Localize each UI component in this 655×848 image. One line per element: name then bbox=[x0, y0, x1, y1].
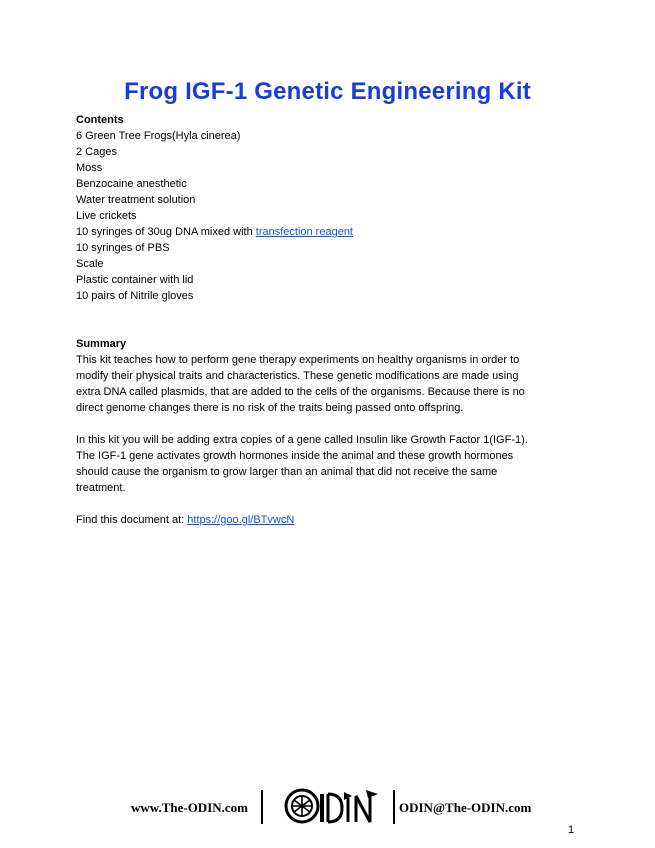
summary-para2-line: The IGF-1 gene activates growth hormones inside the animal and these growth hormones bbox=[76, 450, 514, 462]
find-document-label: Find this document at: bbox=[76, 514, 188, 526]
contents-item: 6 Green Tree Frogs(Hyla cinerea) bbox=[76, 130, 241, 142]
contents-item: Water treatment solution bbox=[76, 194, 196, 206]
contents-item: Plastic container with lid bbox=[76, 274, 194, 286]
footer-divider-left bbox=[261, 790, 263, 824]
contents-item: Moss bbox=[76, 162, 103, 174]
summary-para2-line: treatment. bbox=[76, 482, 126, 494]
find-document-line bbox=[76, 512, 576, 528]
transfection-reagent-link[interactable]: transfection reagent bbox=[255, 226, 353, 238]
odin-logo-icon bbox=[282, 786, 386, 826]
spacer bbox=[76, 496, 576, 512]
page-number: 1 bbox=[568, 824, 575, 836]
contents-item: 10 pairs of Nitrile gloves bbox=[76, 290, 194, 302]
spacer bbox=[76, 304, 576, 336]
summary-para2-line: should cause the organism to grow larger than an animal that did not receive the same bbox=[76, 466, 498, 478]
document-title: Frog IGF-1 Genetic Engineering Kit bbox=[124, 78, 531, 105]
contents-item: Live crickets bbox=[76, 210, 137, 222]
footer-website: www.The-ODIN.com bbox=[131, 800, 248, 815]
summary-para1-line: This kit teaches how to perform gene therapy experiments on healthy organisms in order to bbox=[76, 354, 520, 366]
summary-para2-line: In this kit you will be adding extra copies of a gene called Insulin like Growth Factor 1(IGF-1). bbox=[76, 434, 528, 446]
contents-item: 10 syringes of PBS bbox=[76, 242, 170, 254]
contents-item: Scale bbox=[76, 258, 104, 270]
summary-para1-line: modify their physical traits and characteristics. These genetic modifications are made using bbox=[76, 370, 519, 382]
spacer bbox=[76, 416, 576, 432]
contents-item: Benzocaine anesthetic bbox=[76, 178, 187, 190]
footer-email: ODIN@The-ODIN.com bbox=[399, 800, 532, 815]
summary-para1-line: direct genome changes there is no risk of the traits being passed onto offspring. bbox=[76, 402, 464, 414]
document-body bbox=[76, 112, 576, 528]
contents-item-dna-text: 10 syringes of 30ug DNA mixed with bbox=[76, 226, 256, 238]
summary-para1-line: extra DNA called plasmids, that are added to the cells of the organisms. Because there is no bbox=[76, 386, 525, 398]
contents-item: 2 Cages bbox=[76, 146, 117, 158]
contents-heading: Contents bbox=[76, 114, 124, 126]
page-footer bbox=[0, 786, 655, 826]
contents-item-dna bbox=[76, 224, 576, 240]
footer-divider-right bbox=[393, 790, 395, 824]
summary-heading: Summary bbox=[76, 338, 127, 350]
document-url-link[interactable]: https://goo.gl/BTvwcN bbox=[187, 514, 295, 526]
